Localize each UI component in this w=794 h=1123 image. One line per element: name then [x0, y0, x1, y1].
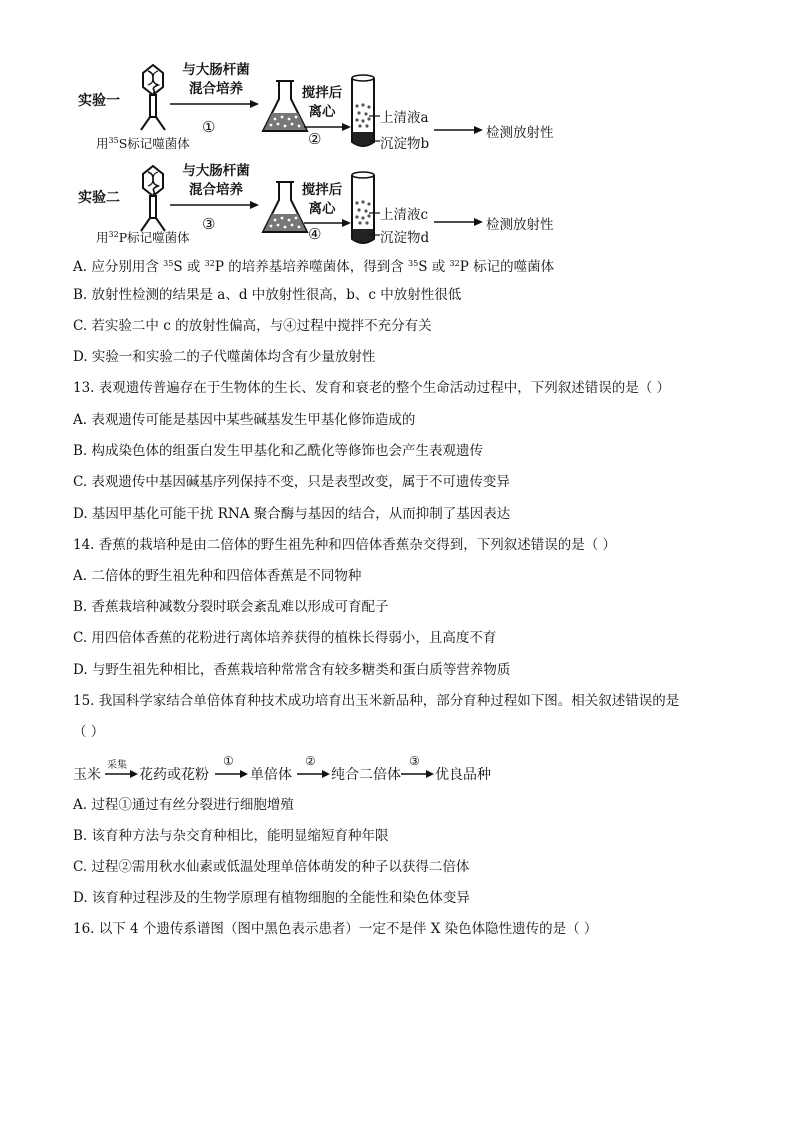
q12-option-c: C. 若实验二中 c 的放射性偏高，与④过程中搅拌不充分有关 — [73, 318, 432, 334]
arrow-icon — [215, 769, 249, 779]
q15-stem-paren: （ ） — [73, 724, 105, 740]
q13-stem: 13. 表观遗传普遍存在于生物体的生长、发育和衰老的整个生命活动过程中，下列叙述错误的是（ ） — [73, 380, 671, 396]
experiment1-diagram — [70, 62, 590, 158]
experiment2-step1-text: 与大肠杆菌 混合培养 — [182, 163, 250, 198]
flow-node-diploid: 纯合二倍体 — [331, 767, 401, 783]
q14-option-d: D. 与野生祖先种相比，香蕉栽培种常常含有较多糖类和蛋白质等营养物质 — [73, 662, 511, 678]
experiment1-phage-label: 用$^{35}$S标记噬菌体 — [96, 136, 190, 151]
experiment2-phage-label: 用$^{32}$P标记噬菌体 — [96, 230, 190, 245]
arrow-icon — [434, 125, 484, 135]
flow-node-corn: 玉米 — [73, 767, 101, 783]
experiment2-step2-num: ④ — [308, 225, 322, 243]
phage-icon — [136, 62, 170, 134]
arrow-icon — [105, 769, 139, 779]
experiment1-step2-num: ② — [308, 130, 322, 148]
q13-option-a: A. 表观遗传可能是基因中某些碱基发生甲基化修饰造成的 — [73, 412, 416, 428]
q15-option-b: B. 该育种方法与杂交育种相比，能明显缩短育种年限 — [73, 828, 389, 844]
arrow-icon — [170, 200, 260, 210]
arrow-icon — [170, 99, 260, 109]
q15-option-d: D. 该育种过程涉及的生物学原理有植物细胞的全能性和染色体变异 — [73, 890, 470, 906]
experiment1-sediment-label: 沉淀物b — [380, 136, 430, 152]
q15-option-c: C. 过程②需用秋水仙素或低温处理单倍体萌发的种子以获得二倍体 — [73, 859, 470, 875]
experiment1-result: 检测放射性 — [486, 125, 554, 141]
experiment1-step2-text: 搅拌后 离心 — [301, 85, 343, 120]
experiment2-diagram — [70, 163, 590, 259]
q12-option-a: A. 应分别用含 $^{35}$S 或 $^{32}$P 的培养基培养噬菌体，得到含 $^{35}$S 或 $^{32}$P 标记的噬菌体 — [73, 259, 555, 275]
experiment2-result: 检测放射性 — [486, 217, 554, 233]
flow-label-step2: ② — [305, 754, 316, 768]
experiment1-step1-num: ① — [202, 118, 216, 136]
experiment2-step2-text: 搅拌后 离心 — [301, 182, 343, 217]
q12-option-b: B. 放射性检测的结果是 a、d 中放射性很高，b、c 中放射性很低 — [73, 287, 462, 303]
leader-line — [369, 205, 381, 245]
q15-stem: 15. 我国科学家结合单倍体育种技术成功培育出玉米新品种，部分育种过程如下图。相关叙述错误的是 — [73, 693, 680, 709]
q13-option-b: B. 构成染色体的组蛋白发生甲基化和乙酰化等修饰也会产生表观遗传 — [73, 443, 484, 459]
flow-node-anther: 花药或花粉 — [139, 767, 209, 783]
q14-stem: 14. 香蕉的栽培种是由二倍体的野生祖先种和四倍体香蕉杂交得到，下列叙述错误的是（ ） — [73, 537, 617, 553]
flow-label-step1: ① — [223, 754, 234, 768]
arrow-icon — [297, 769, 331, 779]
q15-flow-diagram — [73, 754, 493, 784]
experiment1-step1-text: 与大肠杆菌 混合培养 — [182, 62, 250, 97]
experiment1-title: 实验一 — [78, 93, 120, 109]
q15-option-a: A. 过程①通过有丝分裂进行细胞增殖 — [73, 797, 294, 813]
experiment2-title: 实验二 — [78, 190, 120, 206]
arrow-icon — [401, 769, 435, 779]
experiment2-step1-num: ③ — [202, 215, 216, 233]
flow-node-variety: 优良品种 — [435, 767, 491, 783]
q13-option-c: C. 表观遗传中基因碱基序列保持不变，只是表型改变，属于不可遗传变异 — [73, 474, 510, 490]
q16-stem: 16. 以下 4 个遗传系谱图（图中黑色表示患者）一定不是伴 X 染色体隐性遗传的是（ ） — [73, 921, 598, 937]
q14-option-b: B. 香蕉栽培种减数分裂时联会紊乱难以形成可育配子 — [73, 599, 389, 615]
leader-line — [369, 108, 381, 148]
flow-label-collect: 采集 — [107, 760, 127, 771]
experiment1-supernatant-label: 上清液a — [380, 110, 429, 126]
phage-icon — [136, 163, 170, 235]
q14-option-c: C. 用四倍体香蕉的花粉进行离体培养获得的植株长得弱小，且高度不育 — [73, 630, 497, 646]
q14-option-a: A. 二倍体的野生祖先种和四倍体香蕉是不同物种 — [73, 568, 362, 584]
experiment2-supernatant-label: 上清液c — [380, 207, 429, 223]
flow-node-haploid: 单倍体 — [250, 767, 292, 783]
arrow-icon — [434, 217, 484, 227]
flow-label-step3: ③ — [409, 754, 420, 768]
q12-option-d: D. 实验一和实验二的子代噬菌体均含有少量放射性 — [73, 349, 376, 365]
q13-option-d: D. 基因甲基化可能干扰 RNA 聚合酶与基因的结合，从而抑制了基因表达 — [73, 506, 511, 522]
experiment2-sediment-label: 沉淀物d — [380, 230, 430, 246]
